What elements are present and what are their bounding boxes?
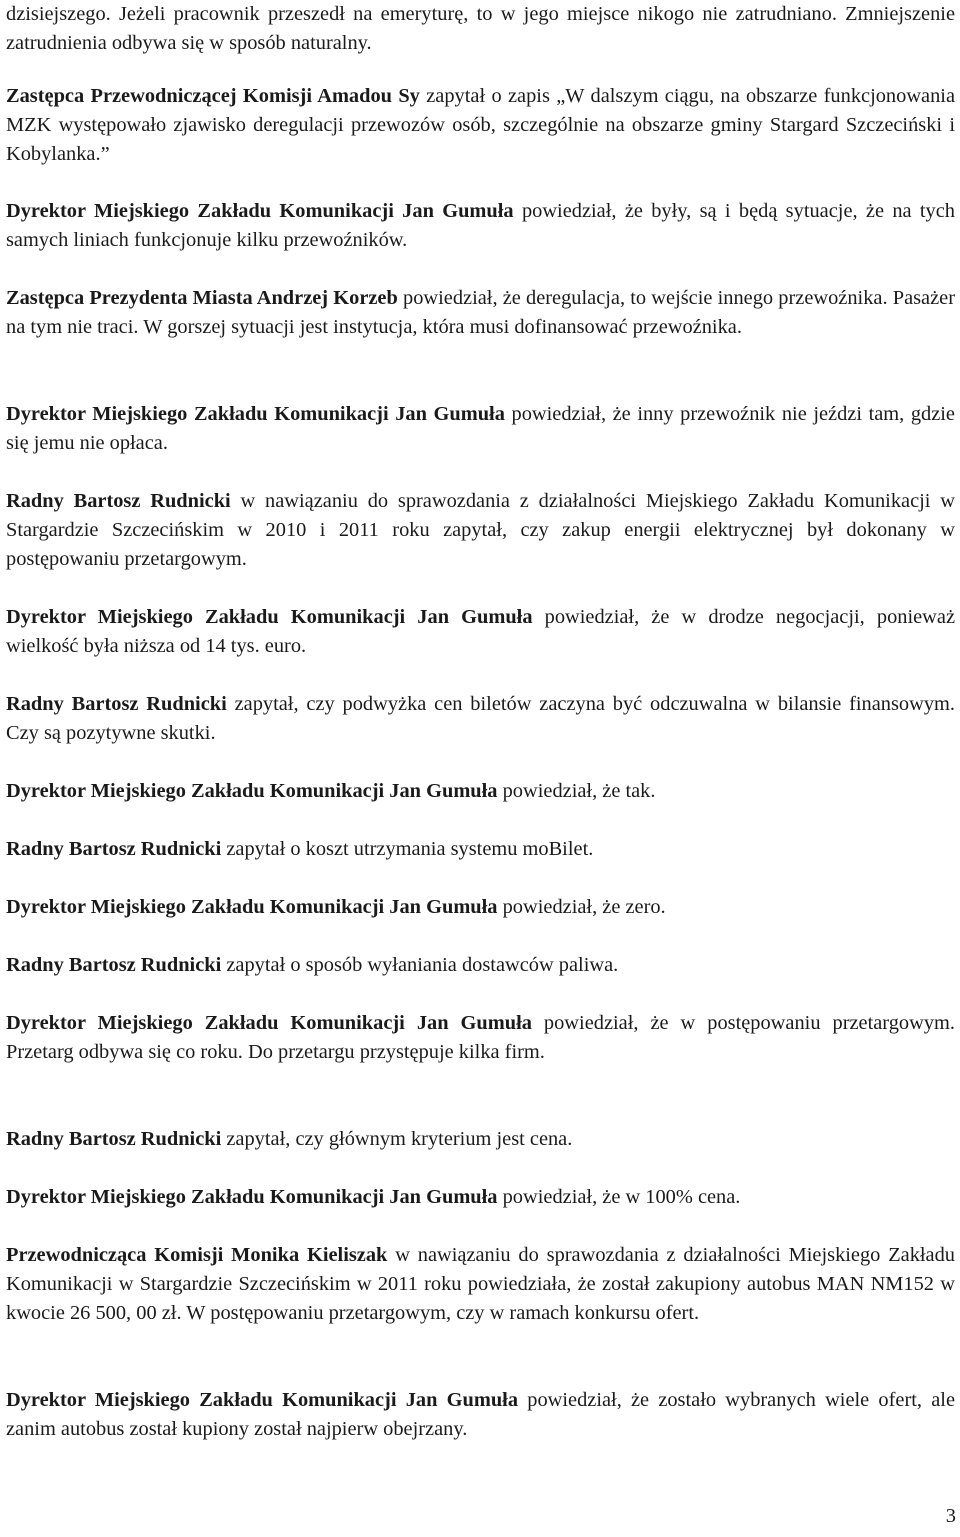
paragraph-16 bbox=[6, 1241, 955, 1328]
paragraph-text: w nawiązaniu do sprawozdania z działalności Miejskiego Zakładu Komunikacji w Stargardzie Szczecińskim w 2010 i 2011 roku zapytał, czy zakup energii elektrycznej był dokonany w postępowaniu przetargowym. bbox=[6, 490, 955, 570]
speaker-name: Radny Bartosz Rudnicki bbox=[6, 954, 222, 976]
paragraph-9 bbox=[6, 777, 955, 806]
paragraph-6 bbox=[6, 487, 955, 574]
paragraph-text: zapytał o koszt utrzymania systemu moBilet. bbox=[221, 838, 594, 860]
speaker-name: Radny Bartosz Rudnicki bbox=[6, 693, 227, 715]
paragraph-text: powiedział, że w 100% cena. bbox=[497, 1186, 741, 1208]
paragraph-11 bbox=[6, 893, 955, 922]
speaker-name: Dyrektor Miejskiego Zakładu Komunikacji Jan Gumuła bbox=[6, 403, 505, 425]
speaker-name: Radny Bartosz Rudnicki bbox=[6, 1128, 222, 1150]
speaker-name: Radny Bartosz Rudnicki bbox=[6, 838, 222, 860]
speaker-name: Dyrektor Miejskiego Zakładu Komunikacji Jan Gumuła bbox=[6, 1389, 519, 1411]
paragraph-7 bbox=[6, 603, 955, 661]
speaker-name: Dyrektor Miejskiego Zakładu Komunikacji Jan Gumuła bbox=[6, 200, 514, 222]
paragraph-text: dzisiejszego. Jeżeli pracownik przeszedł na emeryturę, to w jego miejsce nikogo nie zatrudniano. Zmniejszenie zatrudnienia odbywa się w sposób naturalny. bbox=[6, 3, 955, 54]
paragraph-text: w nawiązaniu do sprawozdania z działalności Miejskiego Zakładu Komunikacji w Stargardzie Szczecińskim w 2011 roku powiedziała, że został zakupiony autobus MAN NM152 w kwocie 26 500, 00 zł. W postępowaniu przetargowym, czy w ramach konkursu ofert. bbox=[6, 1244, 956, 1324]
paragraph-text: powiedział, że tak. bbox=[497, 780, 656, 802]
speaker-name: Zastępca Przewodniczącej Komisji Amadou Sy bbox=[6, 85, 420, 107]
speaker-name: Dyrektor Miejskiego Zakładu Komunikacji Jan Gumuła bbox=[6, 896, 498, 918]
paragraph-text: powiedział, że w drodze negocjacji, ponieważ wielkość była niższa od 14 tys. euro. bbox=[6, 606, 956, 657]
speaker-name: Dyrektor Miejskiego Zakładu Komunikacji Jan Gumuła bbox=[6, 780, 498, 802]
paragraph-text: zapytał o zapis „W dalszym ciągu, na obszarze funkcjonowania MZK występowało zjawisko deregulacji przewozów osób, szczególnie na obszarze gminy Stargard Szczeciński i Kobylanka.” bbox=[6, 85, 956, 165]
paragraph-13 bbox=[6, 1009, 955, 1067]
paragraph-10 bbox=[6, 835, 955, 864]
paragraph-8 bbox=[6, 690, 955, 748]
paragraph-text: powiedział, że w postępowaniu przetargowym. Przetarg odbywa się co roku. Do przetargu przystępuje kilka firm. bbox=[6, 1012, 955, 1063]
speaker-name: Dyrektor Miejskiego Zakładu Komunikacji Jan Gumuła bbox=[6, 1012, 532, 1034]
speaker-name: Radny Bartosz Rudnicki bbox=[6, 490, 231, 512]
paragraph-text: powiedział, że inny przewoźnik nie jeździ tam, gdzie się jemu nie opłaca. bbox=[6, 403, 955, 454]
paragraph-text: zapytał o sposób wyłaniania dostawców paliwa. bbox=[221, 954, 619, 976]
page-number: 3 bbox=[945, 1505, 956, 1527]
paragraph-text: powiedział, że zero. bbox=[497, 896, 666, 918]
speaker-name: Dyrektor Miejskiego Zakładu Komunikacji Jan Gumuła bbox=[6, 1186, 498, 1208]
paragraph-15 bbox=[6, 1183, 955, 1212]
paragraph-2 bbox=[6, 82, 955, 169]
speaker-name: Zastępca Prezydenta Miasta Andrzej Korzeb bbox=[6, 287, 398, 309]
paragraph-4 bbox=[6, 284, 955, 342]
speaker-name: Przewodnicząca Komisji Monika Kieliszak bbox=[6, 1244, 388, 1266]
paragraph-12 bbox=[6, 951, 955, 980]
paragraph-17 bbox=[6, 1386, 955, 1444]
paragraph-text: powiedział, że zostało wybranych wiele ofert, ale zanim autobus został kupiony został najpierw obejrzany. bbox=[6, 1389, 955, 1440]
paragraph-text: powiedział, że były, są i będą sytuacje, że na tych samych liniach funkcjonuje kilku przewoźników. bbox=[6, 200, 955, 251]
paragraph-text: zapytał, czy podwyżka cen biletów zaczyna być odczuwalna w bilansie finansowym. Czy są pozytywne skutki. bbox=[6, 693, 955, 744]
speaker-name: Dyrektor Miejskiego Zakładu Komunikacji Jan Gumuła bbox=[6, 606, 533, 628]
paragraph-14 bbox=[6, 1125, 955, 1154]
paragraph-1 bbox=[6, 0, 955, 58]
paragraph-text: zapytał, czy głównym kryterium jest cena. bbox=[221, 1128, 573, 1150]
paragraph-5 bbox=[6, 400, 955, 458]
paragraph-3 bbox=[6, 197, 955, 255]
paragraph-text: powiedział, że deregulacja, to wejście innego przewoźnika. Pasażer na tym nie traci. W gorszej sytuacji jest instytucja, która musi dofinansować przewoźnika. bbox=[6, 287, 955, 338]
